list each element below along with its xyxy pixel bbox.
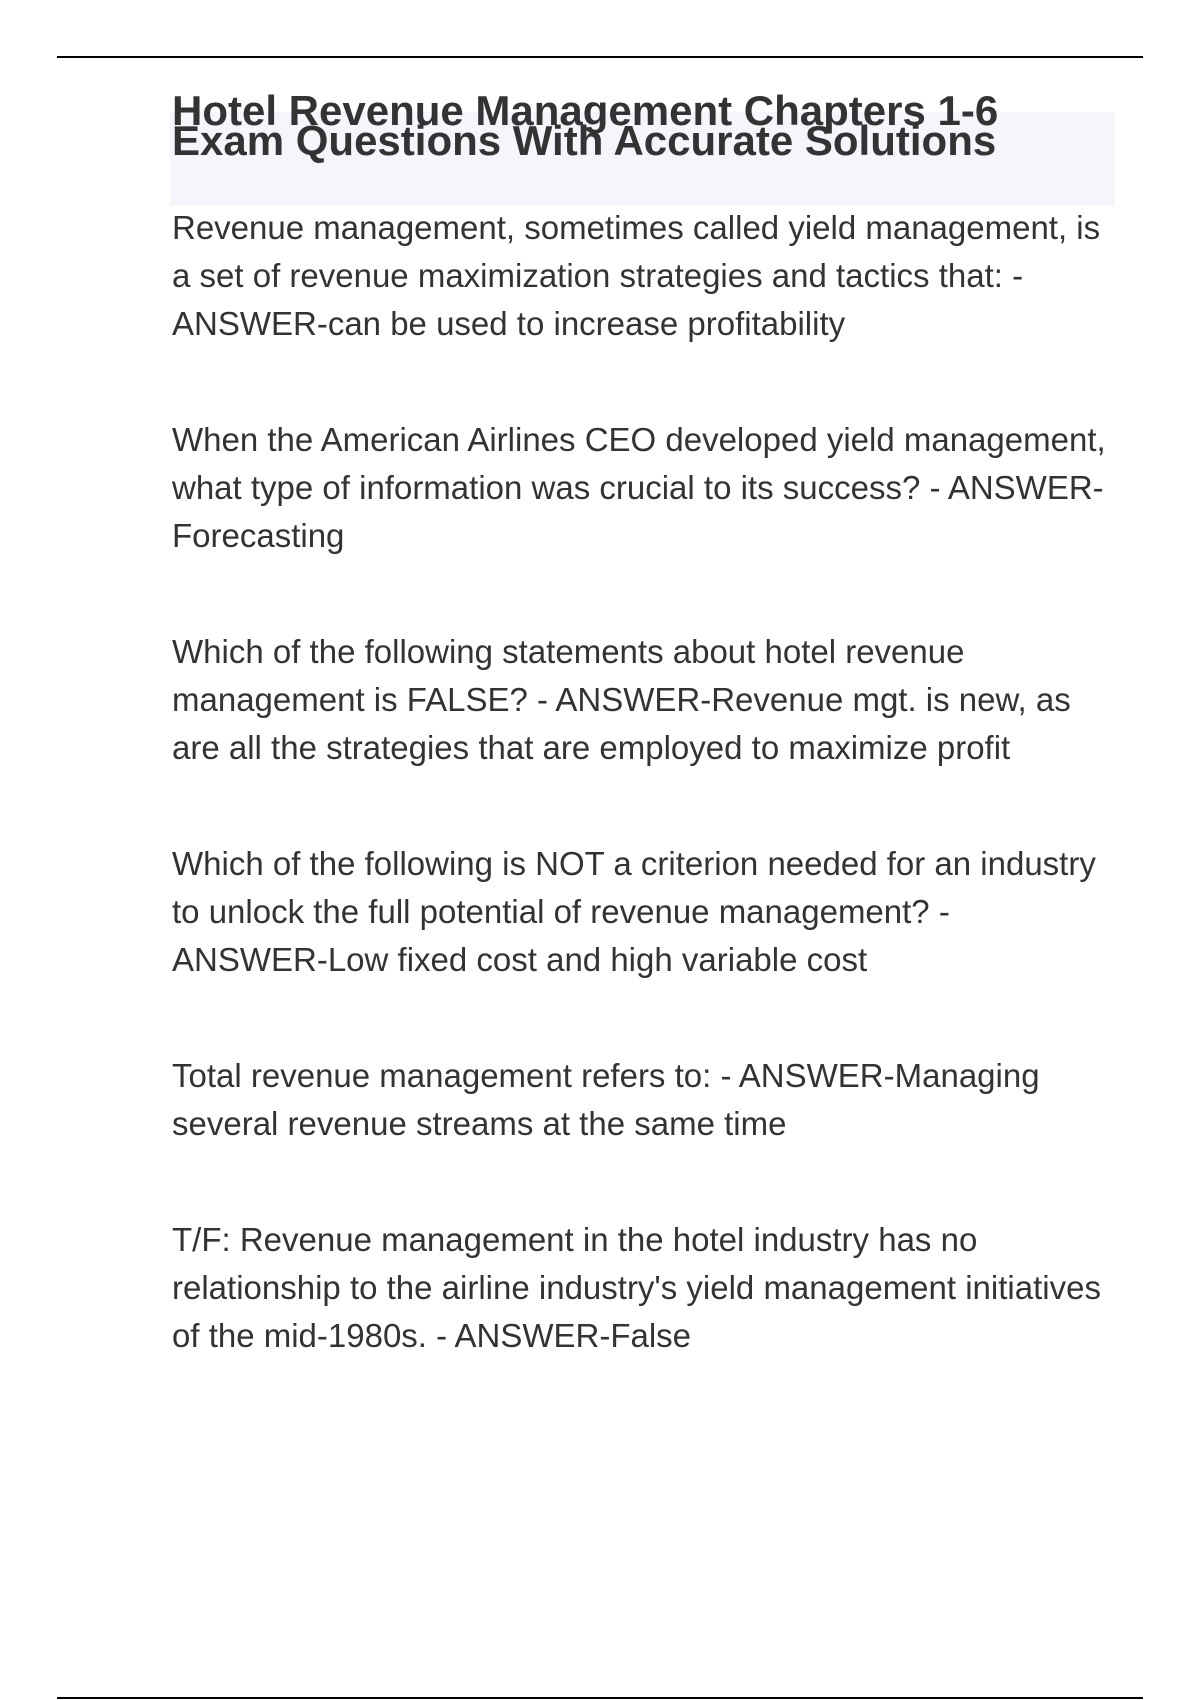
- top-divider: [57, 56, 1143, 58]
- qa-item: Total revenue management refers to: - ANSWER-Managing several revenue streams at the same time: [172, 1057, 1040, 1142]
- qa-item: Which of the following statements about hotel revenue management is FALSE? - ANSWER-Revenue mgt. is new, as are all the strategies that are employed to maximize profit: [172, 633, 1071, 766]
- qa-item: Which of the following is NOT a criterion needed for an industry to unlock the full potential of revenue management? - ANSWER-Low fixed cost and high variable cost: [172, 845, 1096, 978]
- qa-list: [172, 204, 1112, 1360]
- qa-item: Revenue management, sometimes called yield management, is a set of revenue maximization strategies and tactics that: - ANSWER-can be used to increase profitability: [172, 209, 1101, 342]
- bottom-divider: [57, 1697, 1143, 1699]
- document-title: Hotel Revenue Management Chapters 1-6 Exam Questions With Accurate Solutions: [172, 87, 999, 164]
- qa-item: T/F: Revenue management in the hotel industry has no relationship to the airline industry's yield management initiatives of the mid-1980s. - ANSWER-False: [172, 1221, 1101, 1354]
- qa-item: When the American Airlines CEO developed yield management, what type of information was crucial to its success? - ANSWER-Forecasting: [172, 421, 1106, 554]
